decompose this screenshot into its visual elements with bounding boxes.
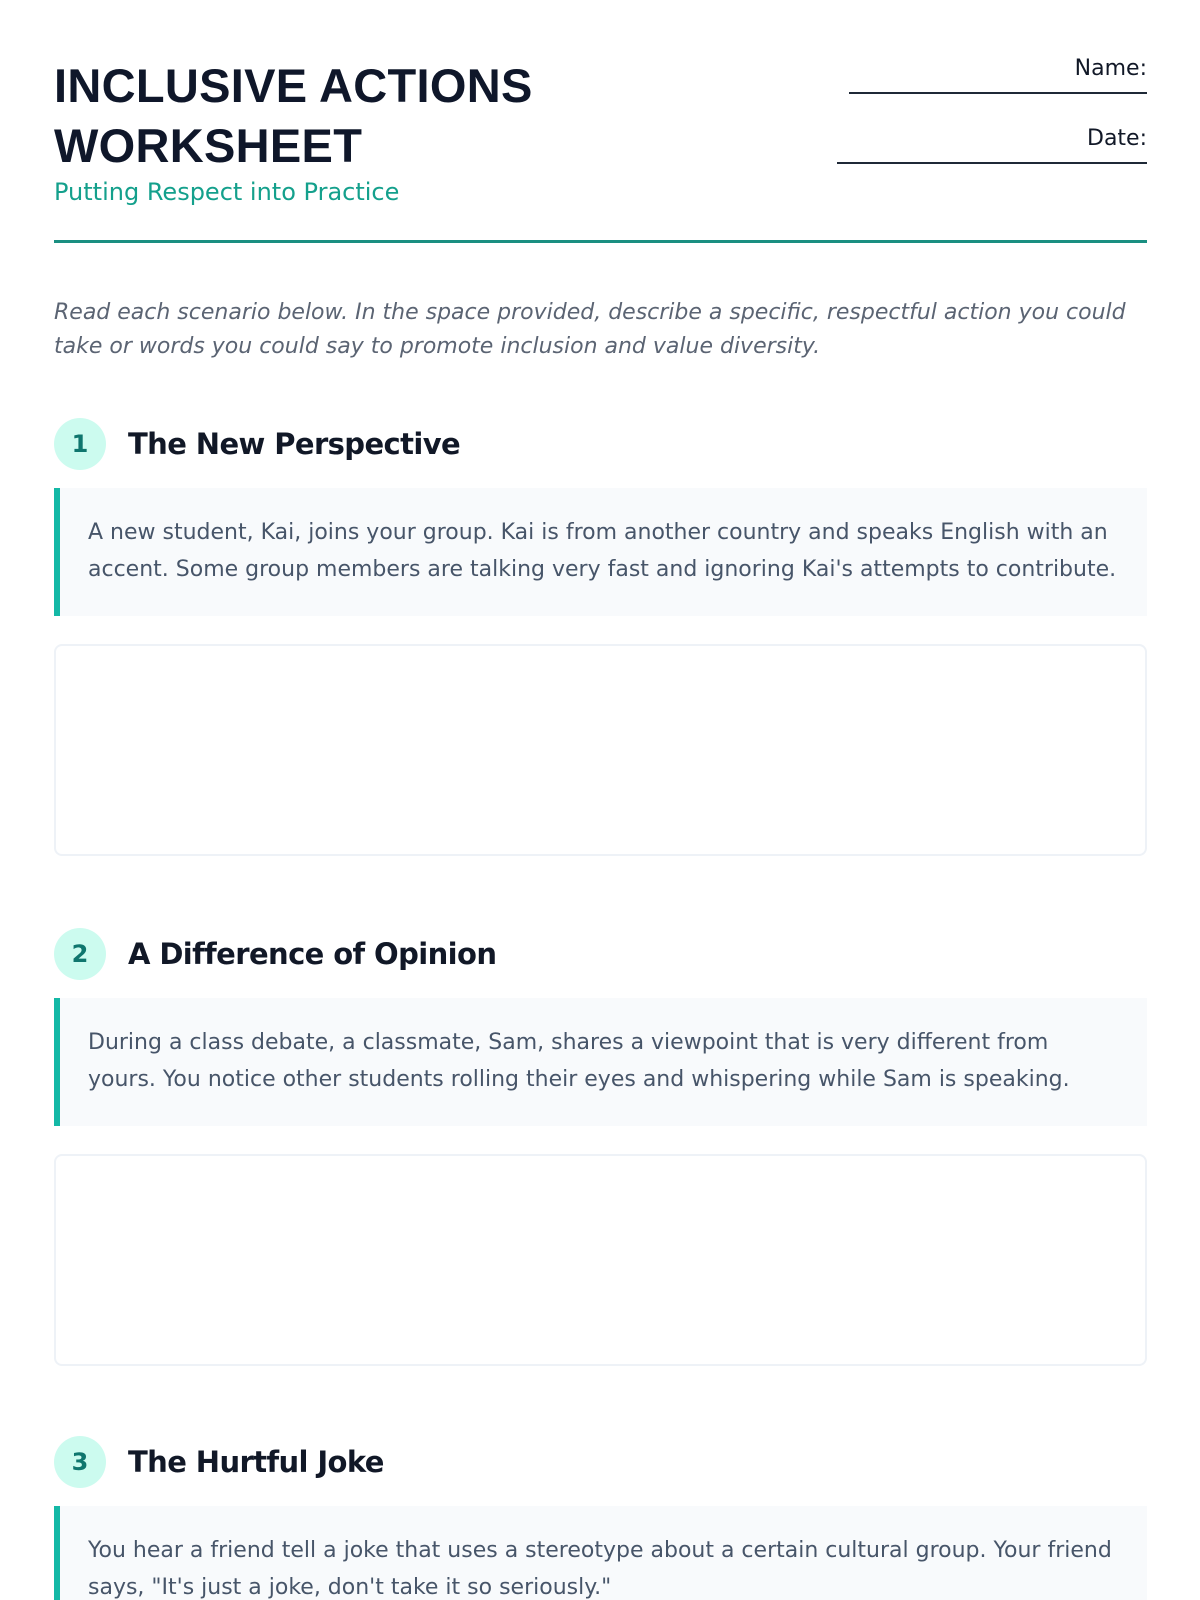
section-number-badge: 1: [54, 418, 106, 470]
scenario-section-2: [54, 926, 1147, 1366]
student-info: [817, 52, 1147, 192]
scenario-box: You hear a friend tell a joke that uses a stereotype about a certain cultural group. Your friend says, "It's just a joke, don't take it so seriously.": [54, 1506, 1147, 1600]
page-title: INCLUSIVE ACTIONS WORKSHEET: [54, 59, 533, 172]
section-header: [54, 926, 1147, 982]
section-header: [54, 416, 1147, 472]
worksheet-page: [54, 0, 1147, 1600]
answer-box[interactable]: [54, 644, 1147, 856]
instructions-text: Read each scenario below. In the space provided, describe a specific, respectful action you could take or words you could say to promote inclusion and value diversity.: [54, 300, 1126, 359]
name-blank-line[interactable]: [849, 92, 1147, 94]
section-title: The Hurtful Joke: [128, 1445, 384, 1479]
header-divider: [54, 240, 1147, 243]
page-subtitle: Putting Respect into Practice: [54, 178, 400, 206]
scenario-box: During a class debate, a classmate, Sam, shares a viewpoint that is very different from yours. You notice other students rolling their eyes and whispering while Sam is speaking.: [54, 998, 1147, 1126]
section-header: [54, 1434, 1147, 1490]
scenario-box: A new student, Kai, joins your group. Kai is from another country and speaks English with an accent. Some group members are talking very fast and ignoring Kai's attempts to contribute.: [54, 488, 1147, 616]
scenario-section-3: [54, 1434, 1147, 1600]
scenario-section-1: [54, 416, 1147, 856]
section-title: The New Perspective: [128, 427, 461, 461]
section-number-badge: 3: [54, 1436, 106, 1488]
date-label: Date:: [1087, 126, 1147, 151]
section-title: A Difference of Opinion: [128, 937, 497, 971]
section-number-badge: 2: [54, 928, 106, 980]
name-label: Name:: [1074, 56, 1147, 81]
date-blank-line[interactable]: [837, 162, 1147, 164]
answer-box[interactable]: [54, 1154, 1147, 1366]
worksheet-header: [54, 52, 1147, 242]
